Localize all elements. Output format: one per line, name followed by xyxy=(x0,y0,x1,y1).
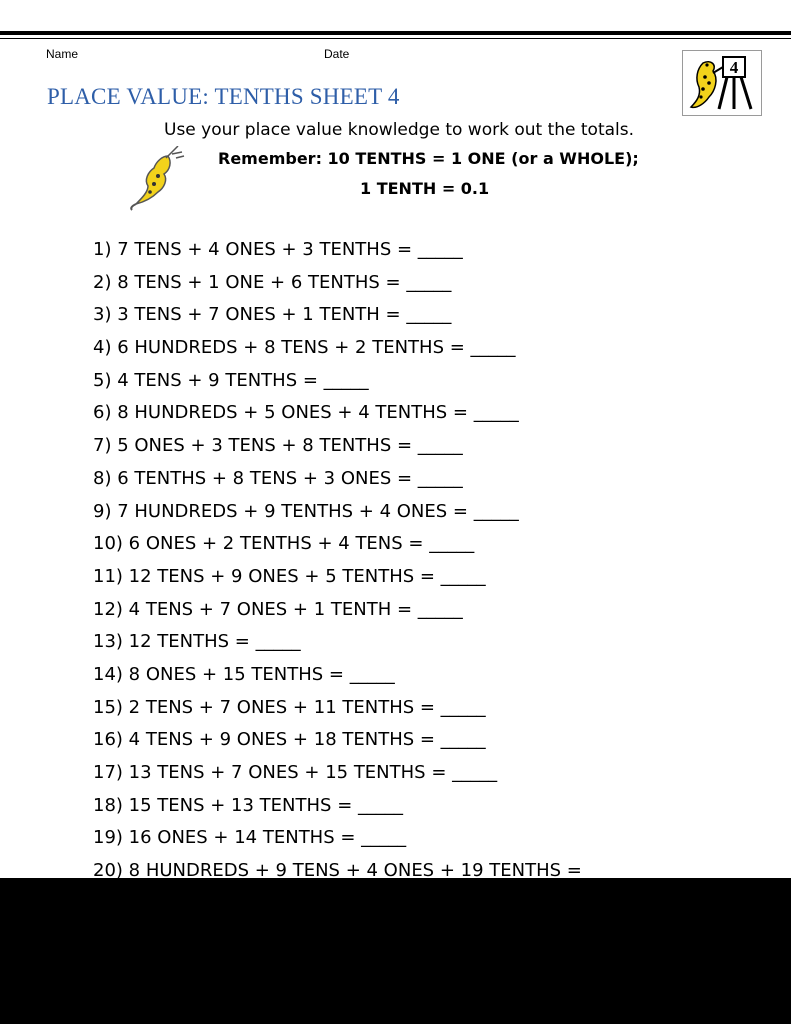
salamander-svg xyxy=(128,146,192,212)
problem-item: 9) 7 HUNDREDS + 9 TENTHS + 4 ONES = _____ xyxy=(93,500,519,522)
name-label: Name xyxy=(46,47,79,61)
easel-leg-left xyxy=(719,77,727,109)
tenth-equals-note: 1 TENTH = 0.1 xyxy=(360,179,490,198)
remember-note: Remember: 10 TENTHS = 1 ONE (or a WHOLE); xyxy=(218,149,639,168)
header-rule-thick xyxy=(0,31,791,35)
salamander-spot xyxy=(148,190,152,194)
problem-list xyxy=(93,236,582,878)
problem-item: 17) 13 TENS + 7 ONES + 15 TENTHS = _____ xyxy=(93,762,498,783)
problem-item: 1) 7 TENS + 4 ONES + 3 TENTHS = _____ xyxy=(93,239,463,260)
problem-item: 2) 8 TENS + 1 ONE + 6 TENTHS = _____ xyxy=(93,271,452,293)
problem-item: 18) 15 TENS + 13 TENTHS = _____ xyxy=(93,794,403,816)
header-rule-thin xyxy=(0,38,791,39)
page-title: PLACE VALUE: TENTHS SHEET 4 xyxy=(47,84,400,109)
problem-item: 10) 6 ONES + 2 TENTHS + 4 TENS = _____ xyxy=(93,533,475,555)
salamander-icon xyxy=(128,146,192,212)
easel-leg-right xyxy=(741,77,751,109)
logo-spot xyxy=(703,75,707,79)
logo-salamander-body xyxy=(691,62,716,108)
problem-item: 5) 4 TENS + 9 TENTHS = _____ xyxy=(93,369,369,391)
problem-item: 11) 12 TENS + 9 ONES + 5 TENTHS = _____ xyxy=(93,565,486,587)
logo-spot xyxy=(707,81,711,85)
problem-item: 16) 4 TENS + 9 ONES + 18 TENTHS = _____ xyxy=(93,729,486,751)
logo-svg xyxy=(683,51,761,115)
logo-number: 4 xyxy=(729,58,739,77)
intro-text: Use your place value knowledge to work out the totals. xyxy=(164,120,635,140)
salamander-spot xyxy=(156,174,160,178)
salamander-claws xyxy=(166,146,184,158)
problem-item: 7) 5 ONES + 3 TENS + 8 TENTHS = _____ xyxy=(93,435,463,457)
logo-salamander-eye xyxy=(705,63,708,66)
problem-item: 19) 16 ONES + 14 TENTHS = _____ xyxy=(93,827,407,849)
problem-item: 14) 8 ONES + 15 TENTHS = _____ xyxy=(93,663,395,685)
logo-spot xyxy=(701,87,705,91)
problem-item: 6) 8 HUNDREDS + 5 ONES + 4 TENTHS = _____ xyxy=(93,402,519,424)
problem-item: 20) 8 HUNDREDS + 9 TENS + 4 ONES + 19 TENTHS = xyxy=(93,860,582,878)
date-label: Date xyxy=(324,47,350,61)
logo-spot xyxy=(699,95,702,98)
problem-item: 8) 6 TENTHS + 8 TENS + 3 ONES = _____ xyxy=(93,467,463,489)
problem-item: 4) 6 HUNDREDS + 8 TENS + 2 TENTHS = _____ xyxy=(93,337,516,359)
problem-item: 15) 2 TENS + 7 ONES + 11 TENTHS = _____ xyxy=(93,696,486,718)
salamander-easel-logo-icon xyxy=(682,50,762,116)
salamander-tail-tip xyxy=(131,204,136,210)
salamander-body xyxy=(136,156,170,204)
problem-item: 13) 12 TENTHS = _____ xyxy=(93,631,301,653)
problem-item: 12) 4 TENS + 7 ONES + 1 TENTH = _____ xyxy=(93,598,463,620)
problem-item: 3) 3 TENS + 7 ONES + 1 TENTH = _____ xyxy=(93,304,452,326)
salamander-spot xyxy=(152,182,156,186)
